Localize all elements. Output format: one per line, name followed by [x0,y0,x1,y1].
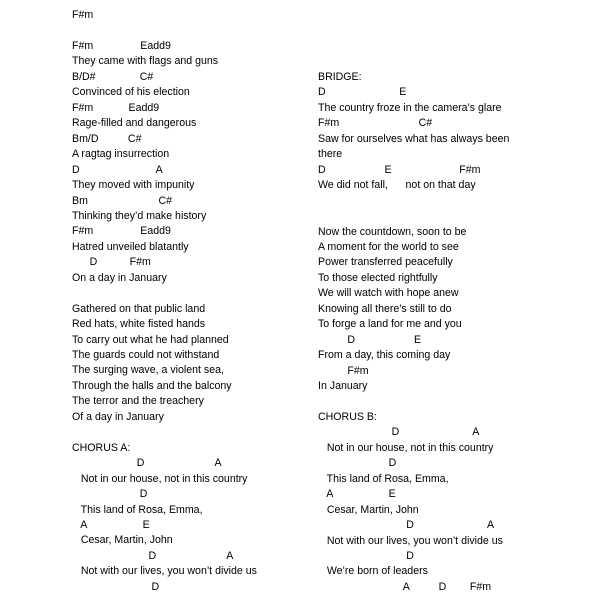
lyric-line: D A [72,549,234,562]
lyric-line: On a day in January [72,271,167,284]
lyric-line: From a day, this coming day [318,349,451,362]
lyric-line: Saw for ourselves what has always been [318,132,510,145]
lyric-line: A moment for the world to see [318,240,459,253]
lyric-line: The guards could not withstand [72,349,220,361]
lyric-line: B/D# C# [72,70,154,83]
lyric-line: F#m C# [318,117,433,130]
lyric-line: D [318,549,414,562]
lyric-line: BRIDGE: [318,71,362,83]
lyric-line: The country froze in the camera’s glare [318,101,502,114]
lyric-line: Through the halls and the balcony [72,379,232,392]
lyric-line: Bm C# [72,194,173,207]
lyric-line: there [318,148,343,161]
lyric-line: Now the countdown, soon to be [318,225,467,238]
lyric-line: Power transferred peacefully [318,256,453,269]
lyric-line: To carry out what he had planned [72,333,229,346]
lyric-line: D A [318,519,495,532]
lyric-line: Cesar, Martin, John [318,503,419,516]
lyric-line: D E F#m [318,163,481,176]
lyric-line: D A [72,457,222,470]
lyric-line: Cesar, Martin, John [72,534,173,547]
lyric-line: F#m Eadd9 [72,225,171,238]
lyric-line: We did not fall, not on that day [318,179,476,192]
lyric-line: Not in our house, not in this country [72,472,248,485]
lyric-line: To forge a land for me and you [318,318,462,331]
lyric-line: D A [72,163,163,176]
lyric-line: F#m Eadd9 [72,101,160,114]
lyric-line: CHORUS B: [318,410,377,423]
lyric-line: D [72,488,148,501]
lyric-line: We’re born of leaders [318,565,428,578]
lyric-line: A E [72,518,150,531]
lyric-line: Convinced of his election [72,86,190,99]
lyric-line: The terror and the treachery [72,395,204,408]
lyric-line: Not with our lives, you won’t divide us [72,565,257,578]
lyric-line: Not with our lives, you won’t divide us [318,534,503,547]
lyric-line: F#m Eadd9 [72,40,171,52]
lyric-line: They came with flags and guns [72,55,219,68]
lyric-line: Hatred unveiled blatantly [72,240,189,253]
lyric-line: Rage-filled and dangerous [72,117,197,130]
lyric-line: Red hats, white fisted hands [72,318,206,331]
lyric-line: This land of Rosa, Emma, [72,503,203,516]
lyric-line: Thinking they’d make history [72,209,207,222]
lyric-line: D [318,457,397,470]
lyric-line: The surging wave, a violent sea, [72,364,224,377]
lyric-line: CHORUS A: [72,441,131,454]
header-chord: F#m [72,9,94,21]
lyric-line: F#m [318,364,369,377]
lyric-line: D A [318,426,480,439]
lyric-line: We will watch with hope anew [318,287,459,300]
lyric-line: In January [318,380,368,392]
lyric-line: Gathered on that public land [72,302,206,315]
lyric-line: Knowing all there’s still to do [318,302,452,315]
lyric-line: A D F#m [318,580,492,593]
lyric-line: D E [318,333,422,346]
lyric-line: This land of Rosa, Emma, [318,472,449,485]
lyric-line: D F#m [72,256,151,269]
lyric-line: Not in our house, not in this country [318,441,494,454]
lyric-line: To those elected rightfully [318,271,438,284]
lyric-line: Bm/D C# [72,132,142,145]
lyric-line: Of a day in January [72,410,164,423]
lyric-line: They moved with impunity [72,179,195,192]
lyric-line: D [72,580,160,593]
lyric-line: A ragtag insurrection [72,148,170,161]
lyric-line: D E [318,86,407,99]
lyric-line: A E [318,488,396,501]
